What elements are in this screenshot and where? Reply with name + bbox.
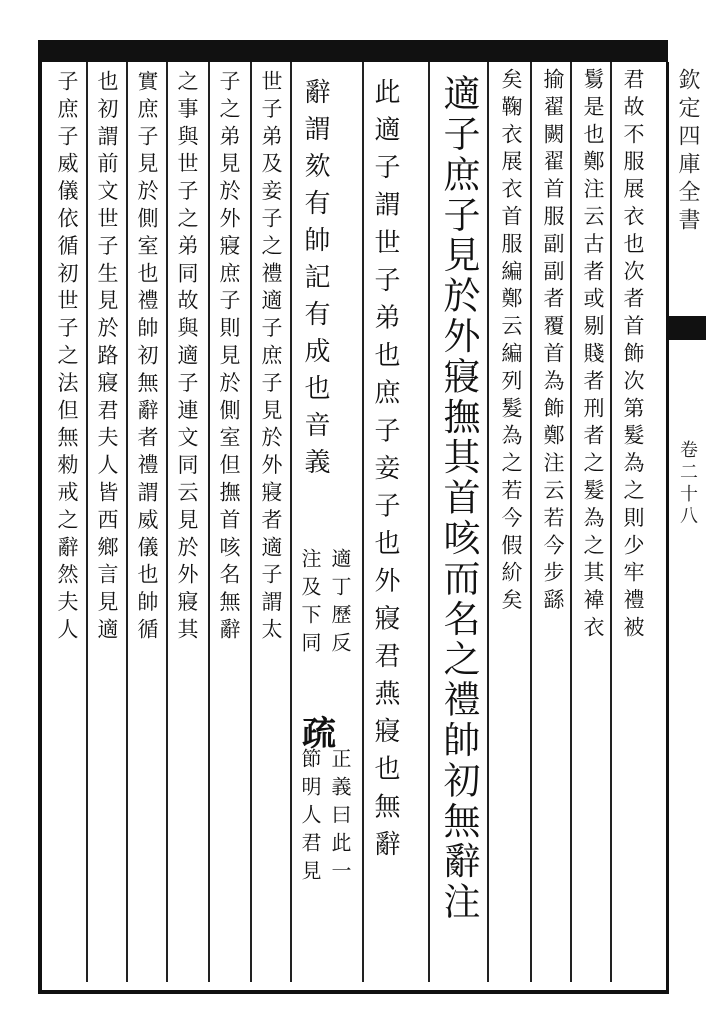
column-rule	[610, 62, 612, 982]
top-border-band	[38, 40, 668, 62]
margin-volume-number: 卷二十八	[677, 440, 698, 528]
annotation-left: 節明人君見	[298, 748, 322, 888]
annotation-right: 適丁歷反	[328, 548, 352, 660]
column-rule	[487, 62, 489, 982]
column-rule	[86, 62, 88, 982]
main-text-column: 辭謂欬有帥記有成也音義	[300, 78, 330, 485]
margin-book-title: 欽定四庫全書	[675, 68, 700, 236]
text-column: 矣鞠衣展衣首服編鄭云編列髮為之若今假紒矣	[499, 68, 523, 616]
text-column: 鬄是也鄭注云古者或剔賤者刑者之髮為之其褘衣	[581, 68, 605, 644]
column-rule	[530, 62, 532, 982]
column-rule	[166, 62, 168, 982]
commentary-marker: 疏	[302, 714, 336, 754]
text-column: 君故不服展衣也次者首飾次第髮為之則少牢禮被	[621, 68, 645, 644]
main-text-column: 此適子謂世子弟也庶子妾子也外寢君燕寢也無辭	[370, 78, 400, 868]
text-column: 之事與世子之弟同故與適子連文同云見於外寢其	[175, 70, 199, 646]
text-column: 揄翟闕翟首服副副者覆首為飾鄭注云若今步繇	[541, 68, 565, 616]
text-column: 子庶子威儀依循初世子之法但無勑戒之辭然夫人	[55, 70, 79, 646]
column-rule	[250, 62, 252, 982]
fold-marker-band	[668, 316, 706, 340]
column-rule	[428, 62, 430, 982]
text-column: 實庶子見於側室也禮帥初無辭者禮謂威儀也帥循	[135, 70, 159, 646]
annotation-left: 注及下同	[298, 548, 322, 660]
annotation-right: 正義曰此一	[328, 748, 352, 888]
column-rule	[126, 62, 128, 982]
main-text-column: 適子庶子見於外寢撫其首咳而名之禮帥初無辭注	[437, 74, 480, 923]
column-rule	[208, 62, 210, 982]
right-frame-edge	[666, 62, 669, 994]
text-column: 世子弟及妾子之禮適子庶子見於外寢者適子謂太	[259, 70, 283, 646]
text-column: 子之弟見於外寢庶子則見於側室但撫首咳名無辭	[217, 70, 241, 646]
text-column: 也初謂前文世子生見於路寢君夫人皆西鄉言見適	[95, 70, 119, 646]
column-rule	[362, 62, 364, 982]
column-rule	[290, 62, 292, 982]
column-rule	[570, 62, 572, 982]
